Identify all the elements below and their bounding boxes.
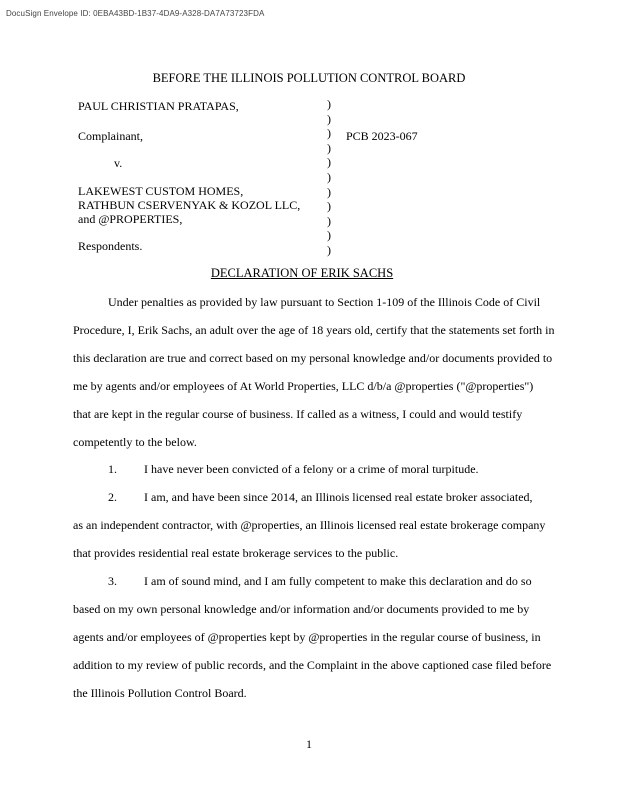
intro-line: me by agents and/or employees of At World Properties, LLC d/b/a @properties ("@properties") [73, 379, 534, 393]
paragraph-number: 1. [108, 462, 117, 476]
paragraph-line: the Illinois Pollution Control Board. [73, 686, 247, 700]
parenthesis: ) [327, 228, 331, 243]
respondents-role: Respondents. [78, 239, 143, 253]
court-heading: BEFORE THE ILLINOIS POLLUTION CONTROL BOARD [152, 71, 466, 85]
complainant-name: PAUL CHRISTIAN PRATAPAS, [78, 99, 239, 113]
parenthesis: ) [327, 111, 331, 126]
intro-line: competently to the below. [73, 435, 197, 449]
complainant-role: Complainant, [78, 129, 143, 143]
parenthesis: ) [327, 242, 331, 257]
parenthesis: ) [327, 97, 331, 111]
caption-parenthesis-column [327, 97, 337, 258]
paragraph-line: that provides residential real estate brokerage services to the public. [73, 546, 399, 560]
parenthesis: ) [327, 199, 331, 214]
parenthesis: ) [327, 155, 331, 170]
paragraph-line: I am, and have been since 2014, an Illinois licensed real estate broker associated, [144, 490, 533, 504]
intro-line: Procedure, I, Erik Sachs, an adult over the age of 18 years old, certify that the statements set forth in [73, 323, 555, 337]
paragraph-line: agents and/or employees of @properties kept by @properties in the regular course of business, in [73, 630, 541, 644]
intro-line: that are kept in the regular course of business. If called as a witness, I could and would testify [73, 407, 523, 421]
paragraph-number: 3. [108, 574, 117, 588]
declaration-title-wrap [0, 266, 618, 281]
respondent-line: LAKEWEST CUSTOM HOMES, [78, 184, 244, 198]
parenthesis: ) [327, 184, 331, 199]
docusign-envelope-id: DocuSign Envelope ID: 0EBA43BD-1B37-4DA9-A328-DA7A73723FDA [6, 9, 265, 18]
versus-label: v. [114, 156, 123, 170]
paragraph-line: as an independent contractor, with @properties, an Illinois licensed real estate brokerage company [73, 518, 546, 532]
parenthesis: ) [327, 140, 331, 155]
intro-line: this declaration are true and correct based on my personal knowledge and/or documents provided to [73, 351, 553, 365]
parenthesis: ) [327, 213, 331, 228]
page-number: 1 [306, 737, 312, 751]
paragraph-number: 2. [108, 490, 117, 504]
paragraph-line: addition to my review of public records, and the Complaint in the above captioned case filed before [73, 658, 552, 672]
paragraph-line: based on my own personal knowledge and/or information and/or documents provided to me by [73, 602, 530, 616]
respondent-line: and @PROPERTIES, [78, 212, 183, 226]
case-number: PCB 2023-067 [346, 129, 418, 143]
paragraph-line: I am of sound mind, and I am fully competent to make this declaration and do so [144, 574, 532, 588]
paragraph-line: I have never been convicted of a felony or a crime of moral turpitude. [144, 462, 479, 476]
parenthesis: ) [327, 126, 331, 141]
intro-line: Under penalties as provided by law pursuant to Section 1-109 of the Illinois Code of Civil [108, 295, 541, 309]
parenthesis: ) [327, 169, 331, 184]
declaration-title: DECLARATION OF ERIK SACHS [210, 266, 394, 280]
respondent-line: RATHBUN CSERVENYAK & KOZOL LLC, [78, 198, 301, 212]
